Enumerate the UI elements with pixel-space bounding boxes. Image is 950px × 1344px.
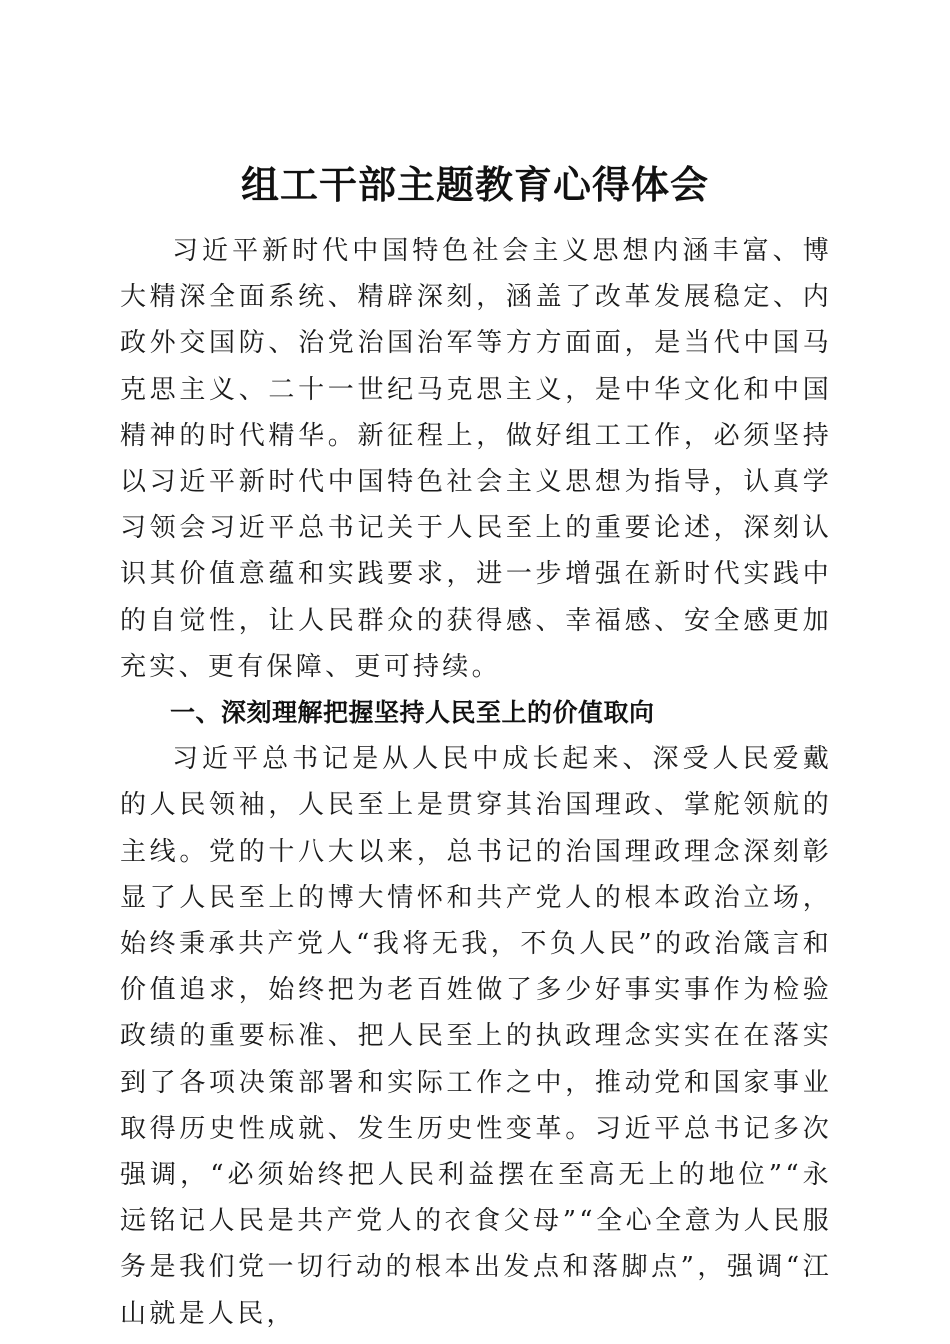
document-body: [120, 228, 832, 1337]
section-heading-1: 一、深刻理解把握坚持人民至上的价值取向: [170, 698, 655, 728]
section-1-paragraph: 习近平总书记是从人民中成长起来、深受人民爱戴的人民领袖，人民至上是贯穿其治国理政、掌舵领航的主线。党的十八大以来，总书记的治国理政理念深刻彰显了人民至上的博大情怀和共产党人的根本政治立场，始终秉承共产党人“我将无我，不负人民”的政治箴言和价值追求，始终把为老百姓做了多少好事实事作为检验政绩的重要标准、把人民至上的执政理念实实在在落实到了各项决策部署和实际工作之中，推动党和国家事业取得历史性成就、发生历史性变革。习近平总书记多次强调，“必须始终把人民利益摆在至高无上的地位”“永远铭记人民是共产党人的衣食父母”“全心全意为人民服务是我们党一切行动的根本出发点和落脚点”，强调“江山就是人民，: [120, 744, 832, 1329]
document-title: 组工干部主题教育心得体会: [240, 162, 709, 208]
intro-paragraph: 习近平新时代中国特色社会主义思想内涵丰富、博大精深全面系统、精辟深刻，涵盖了改革发展稳定、内政外交国防、治党治国治军等方方面面，是当代中国马克思主义、二十一世纪马克思主义，是中华文化和中国精神的时代精华。新征程上，做好组工工作，必须坚持以习近平新时代中国特色社会主义思想为指导，认真学习领会习近平总书记关于人民至上的重要论述，深刻认识其价值意蕴和实践要求，进一步增强在新时代实践中的自觉性，让人民群众的获得感、幸福感、安全感更加充实、更有保障、更可持续。: [120, 236, 832, 682]
